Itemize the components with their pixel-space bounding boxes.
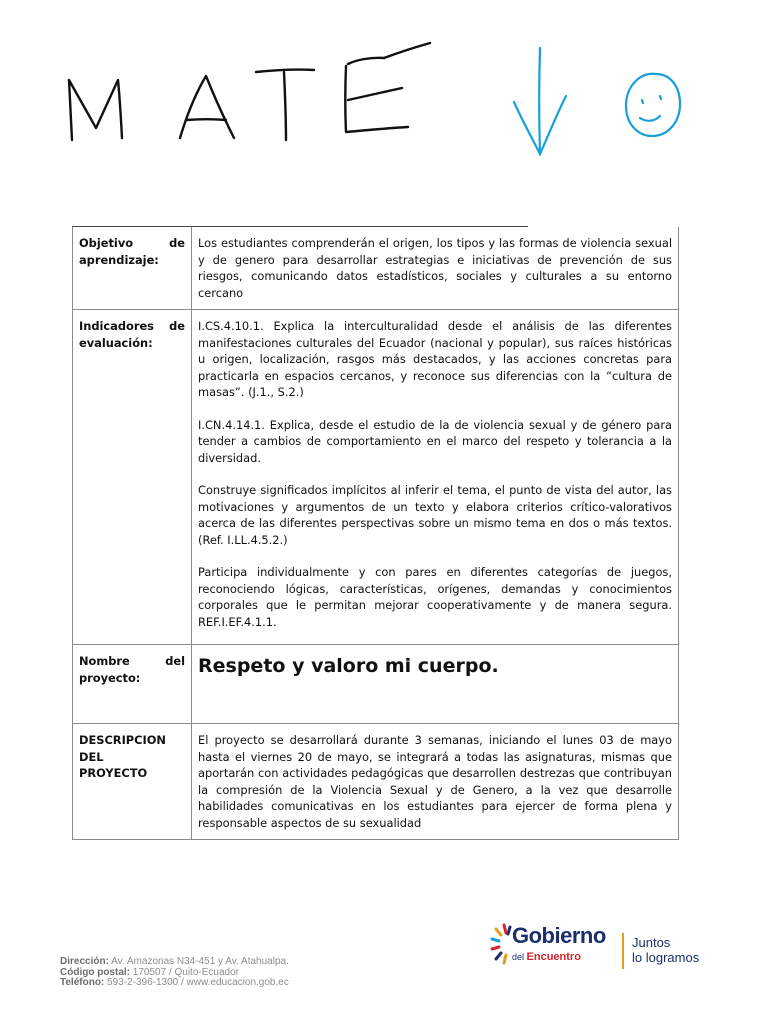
handwritten-word-mate — [69, 43, 430, 140]
gobierno-logo — [488, 915, 728, 975]
logo-tagline: Juntos lo logramos — [632, 935, 700, 965]
table-row-nombre — [73, 645, 679, 724]
logo-brand-sub: del Encuentro — [512, 951, 581, 963]
value-indicadores — [192, 310, 679, 645]
indicator-paragraph: I.CN.4.14.1. Explica, desde el estudio de la de violencia sexual y de género para tender a cambios de comportamiento en el marco del respeto y tolerancia a la diversidad. — [198, 417, 672, 465]
table-row-descripcion — [73, 724, 679, 840]
table-row-objetivo — [73, 227, 679, 310]
footer-contact — [60, 957, 289, 989]
logo-brand-main: Gobierno — [512, 923, 606, 948]
handwriting-annotation — [0, 0, 770, 200]
value-descripcion: El proyecto se desarrollará durante 3 semanas, iniciando el lunes 03 de mayo hasta el viernes 20 de mayo, se integrará a todas las asignaturas, mismas que aportarán con actividades pedagógicas que desarrollen destrezas que contribuyan la compresión de la Violencia Sexual y de Genero, a la vez que desarrolle habilidades comunicativas en los estudiantes para ejercer de forma plena y responsable aspectos de su sexualidad — [192, 724, 679, 840]
label-objetivo: Objetivo de aprendizaje: — [73, 227, 192, 310]
indicator-paragraph: I.CS.4.10.1. Explica la interculturalidad desde el análisis de las diferentes manifestaciones culturales del Ecuador (nacional y popular), sus raíces históricas u origen, localización, rasgos más destacados, y las acciones concretas para practicarla en espacios cercanos, y reconoce sus diferencias con la “cultura de masas”. (J.1., S.2.) — [198, 319, 672, 399]
label-indicadores: Indicadores de evaluación: — [73, 310, 192, 645]
footer-phone: Teléfono: 593-2-396-1300 / www.educacion.gob.ec — [60, 977, 289, 988]
value-objetivo: Los estudiantes comprenderán el origen, los tipos y las formas de violencia sexual y de genero para desarrollar estrategias e iniciativas de prevención de sus riesgos, comunicando datos estadísticos, sociales y culturales a su entorno cercano — [192, 227, 679, 310]
smiley-face-icon — [626, 74, 680, 136]
table-row-indicadores — [73, 310, 679, 645]
label-nombre: Nombre del proyecto: — [73, 645, 192, 724]
project-name: Respeto y valoro mi cuerpo. — [198, 655, 499, 677]
footer-postal: Código postal: 170507 / Quito-Ecuador — [60, 966, 239, 978]
indicator-paragraph: Participa individualmente y con pares en diferentes categorías de juegos, reconociendo lógicas, características, orígenes, demandas y conocimientos corporales que le permitan mejorar cooperativamente y de manera segura. REF.I.EF.4.1.1. — [198, 565, 672, 629]
down-arrow-icon — [514, 48, 566, 154]
indicator-paragraph: Construye significados implícitos al inferir el tema, el punto de vista del autor, las motivaciones y argumentos de un texto y elabora criterios crítico-valorativos acerca de las diferentes perspectivas sobre un mismo tema en dos o más textos. (Ref. I.LL.4.5.2.) — [198, 483, 672, 547]
project-table — [72, 227, 679, 840]
logo-separator — [622, 933, 624, 969]
value-nombre — [192, 645, 679, 724]
label-descripcion: DESCRIPCION DEL PROYECTO — [73, 724, 192, 840]
footer-address: Dirección: Av. Amazonas N34-451 y Av. Atahualpa. — [60, 956, 289, 967]
